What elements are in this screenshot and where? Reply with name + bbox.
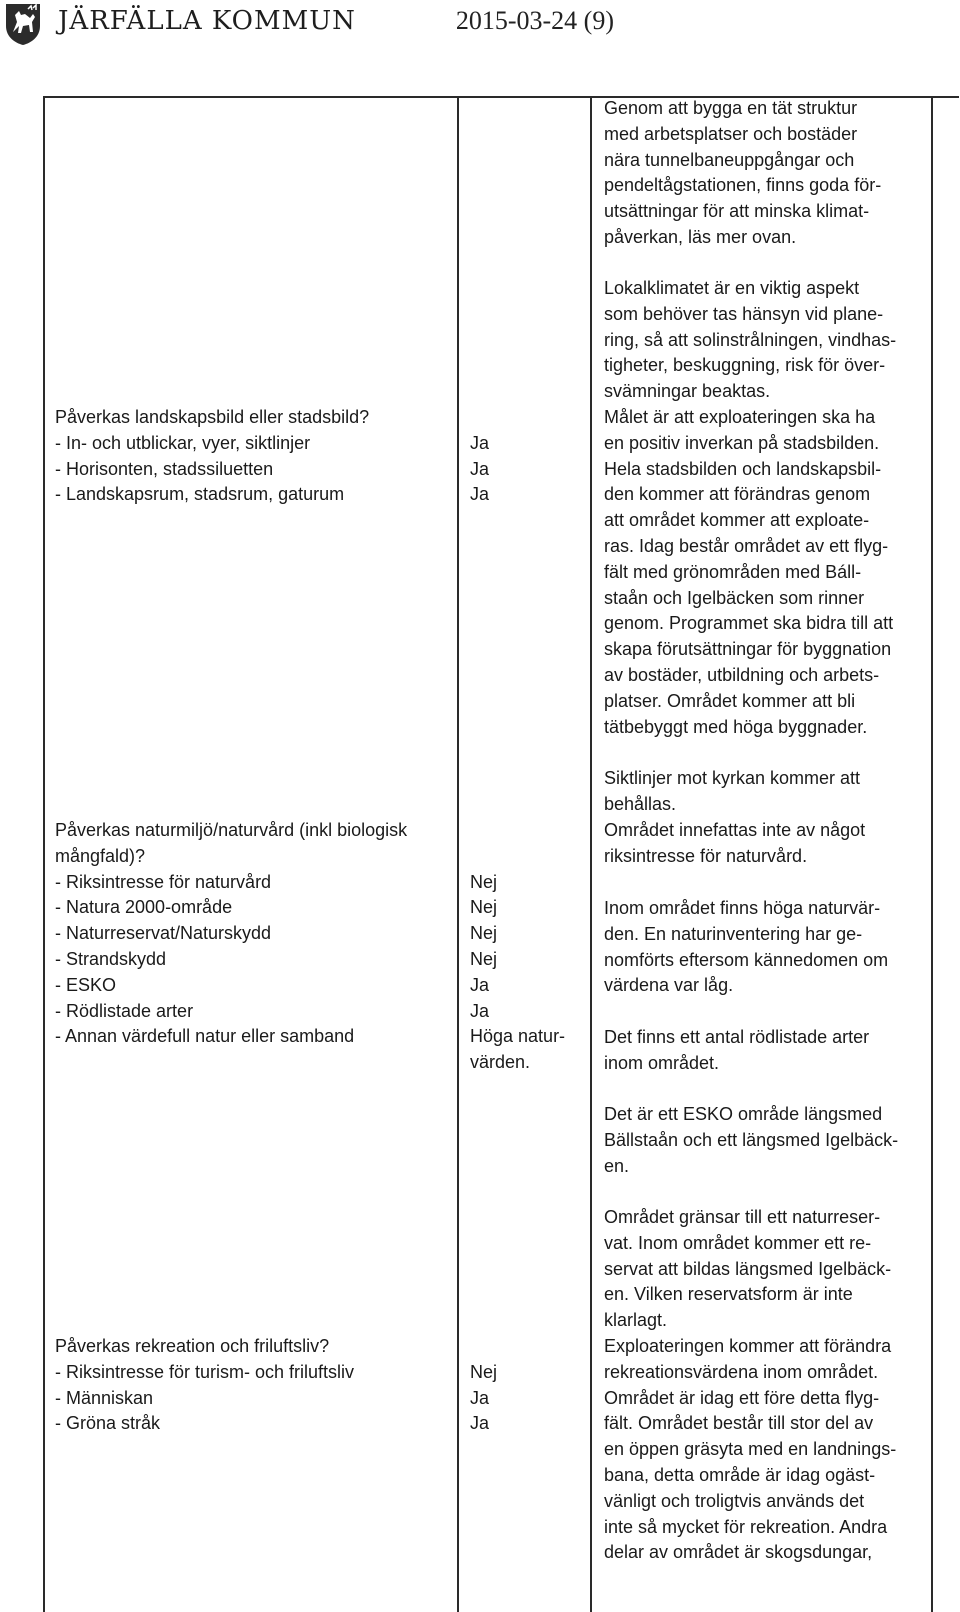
- nature-comment-4: Det är ett ESKO område längsmed Bällstaån och ett längsmed Igelbäck- en.: [604, 1104, 899, 1176]
- page-header: [0, 0, 960, 50]
- climate-comment: Genom att bygga en tät struktur med arbetsplatser och bostäder nära tunnelbaneuppgångar och pendeltågstationen, finns goda för- utsättningar för att minska klimat- påverkan, läs mer ovan.: [604, 98, 882, 247]
- nature-answers: Nej Nej Nej Nej Ja Ja Höga natur- värden.: [470, 871, 566, 1073]
- nature-comment-3: Det finns ett antal rödlistade arter inom området.: [604, 1027, 870, 1073]
- recreation-comment: Exploateringen kommer att förändra rekreationsvärdena inom området. Området är idag ett före detta flyg- fält. Området består till stor del av en öppen gräsyta med en landnings- bana, detta område är idag ogäst- vänligt och troligtvis används det inte så mycket för rekreation. Andra delar av området är skogsdungar,: [604, 1336, 897, 1563]
- recreation-answers: Nej Ja Ja: [470, 1361, 498, 1434]
- organization-name: JÄRFÄLLA KOMMUN: [58, 6, 356, 36]
- document-date-page: 2015-03-24 (9): [455, 6, 614, 35]
- local-climate-comment: Lokalklimatet är en viktig aspekt som behöver tas hänsyn vid plane- ring, så att solinstrålningen, vindhas- tigheter, beskuggning, risk för över- svämningar beaktas.: [604, 278, 897, 402]
- landscape-question: Påverkas landskapsbild eller stadsbild? - In- och utblickar, vyer, siktlinjer - Horisonten, stadssiluetten - Landskapsrum, stadsrum, gaturum: [55, 407, 370, 505]
- jarfalla-crest-logo: [4, 2, 42, 46]
- nature-question: Påverkas naturmiljö/naturvård (inkl biologisk mångfald)? - Riksintresse för naturvård - Natura 2000-område - Naturreservat/Naturskydd - Strandskydd - ESKO - Rödlistade arter - Annan värdefull natur eller samband: [55, 820, 408, 1047]
- nature-comment-5: Området gränsar till ett naturreser- vat. Inom området kommer ett re- servat att bildas längsmed Igelbäck- en. Vilken reservatsform är inte klarlagt.: [604, 1207, 892, 1331]
- column-divider-3: [931, 96, 933, 1612]
- landscape-comment: Målet är att exploateringen ska ha en positiv inverkan på stadsbilden. Hela stadsbilden och landskapsbil- den kommer att förändras genom att området kommer att exploate- ras. Idag består området av ett flyg- fält med grönområden med Báll- staån och Igelbäcken som rinner genom. Programmet ska bidra till att skapa förutsättningar för byggnation av bostäder, utbildning och arbets- platser. Området kommer att bli tätbebyggt med höga byggnader.: [604, 407, 894, 737]
- column-divider-1: [457, 96, 459, 1612]
- nature-comment-1: Området innefattas inte av något riksintresse för naturvård.: [604, 820, 866, 866]
- recreation-question: Påverkas rekreation och friluftsliv? - Riksintresse för turism- och friluftsliv - Människan - Gröna stråk: [55, 1336, 355, 1434]
- nature-comment-2: Inom området finns höga naturvär- den. En naturinventering har ge- nomförts eftersom kännedomen om värdena var låg.: [604, 898, 889, 996]
- landscape-answers: Ja Ja Ja: [470, 432, 490, 505]
- column-divider-2: [590, 96, 592, 1612]
- sightline-comment: Siktlinjer mot kyrkan kommer att behållas.: [604, 768, 861, 814]
